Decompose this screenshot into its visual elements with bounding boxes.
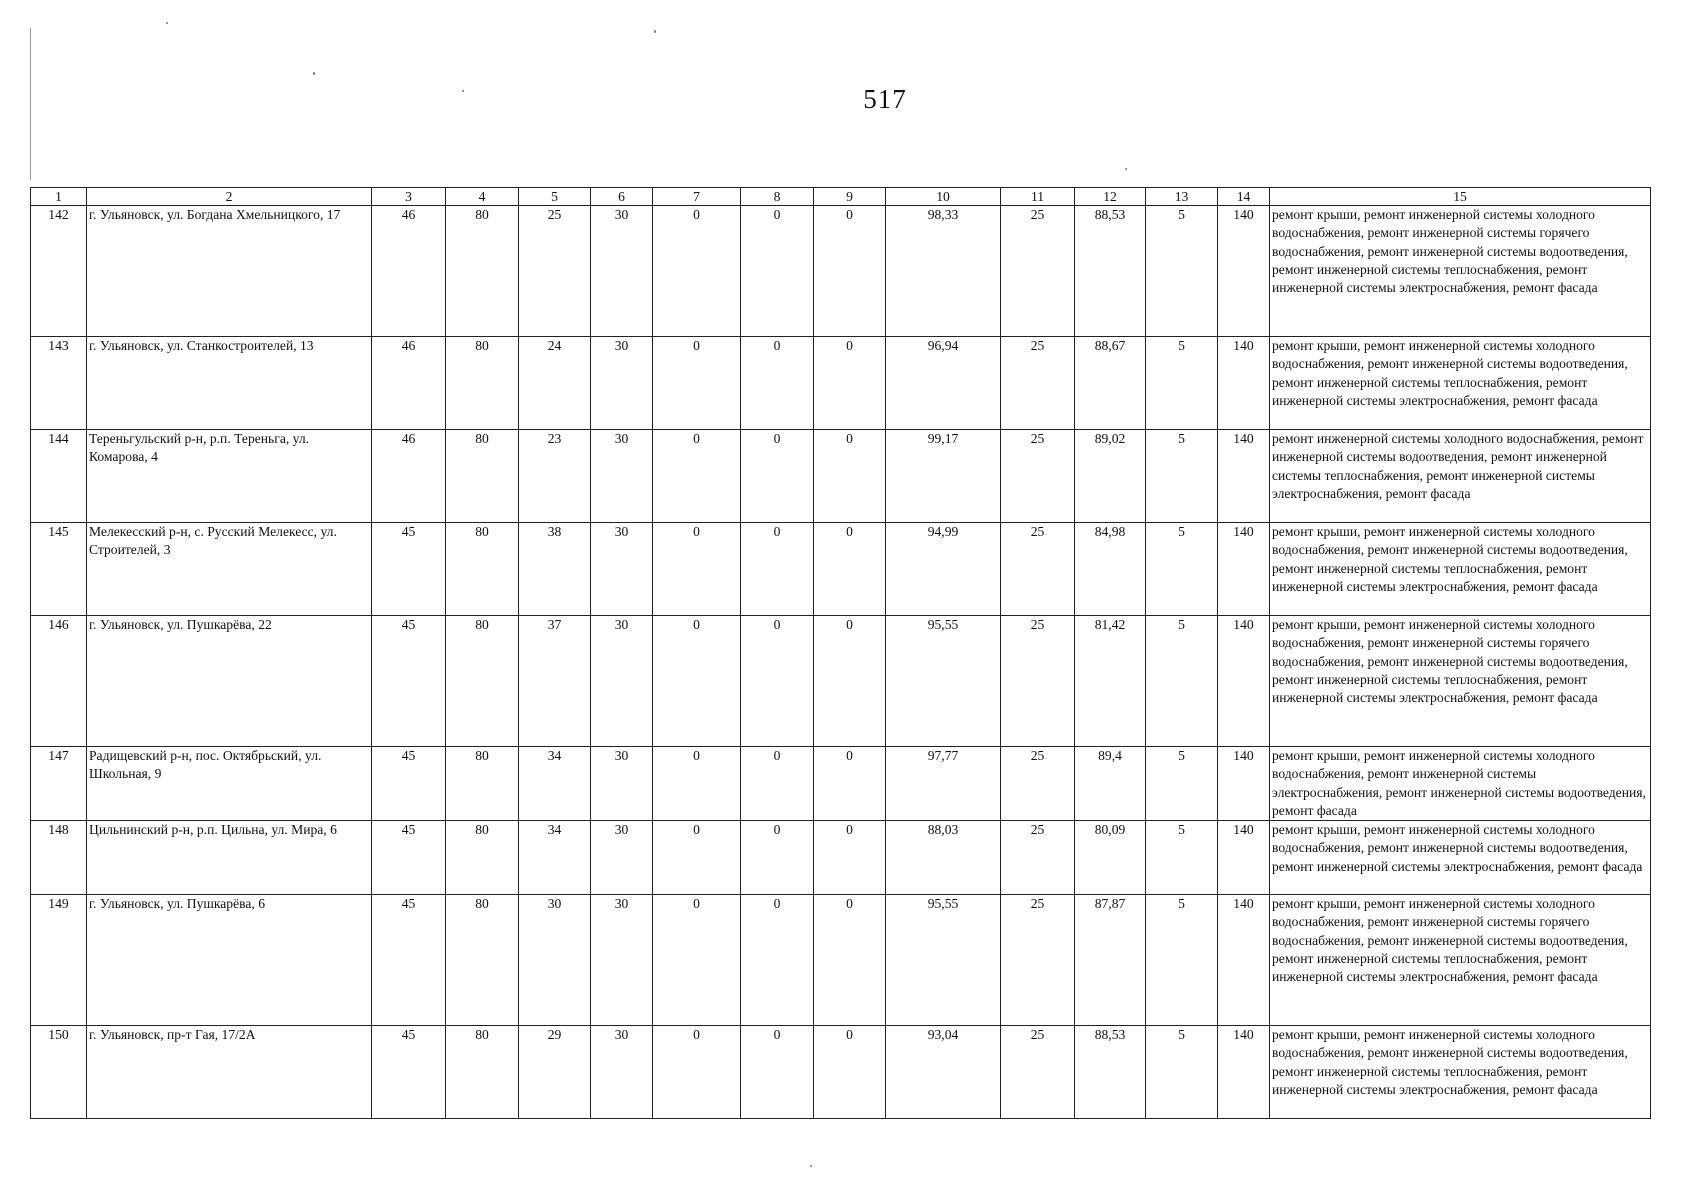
address-cell: Тереньгульский р-н, р.п. Тереньга, ул. Комарова, 4 bbox=[87, 430, 372, 523]
column-header: 5 bbox=[519, 188, 591, 206]
column-header: 4 bbox=[446, 188, 519, 206]
value-col8: 0 bbox=[741, 430, 814, 523]
value-col10: 94,99 bbox=[886, 523, 1001, 616]
value-col8: 0 bbox=[741, 895, 814, 1026]
value-col10: 99,17 bbox=[886, 430, 1001, 523]
value-col7: 0 bbox=[653, 1026, 741, 1119]
value-col7: 0 bbox=[653, 616, 741, 747]
value-col7: 0 bbox=[653, 337, 741, 430]
value-col9: 0 bbox=[814, 616, 886, 747]
scan-speck bbox=[166, 22, 168, 24]
value-col12: 88,67 bbox=[1075, 337, 1146, 430]
works-cell: ремонт крыши, ремонт инженерной системы холодного водоснабжения, ремонт инженерной системы водоотведения, ремонт инженерной системы теплоснабжения, ремонт инженерной системы электроснабжения, ремонт фасада bbox=[1270, 337, 1651, 430]
value-col4: 80 bbox=[446, 206, 519, 337]
works-cell: ремонт крыши, ремонт инженерной системы холодного водоснабжения, ремонт инженерной системы горячего водоснабжения, ремонт инженерной системы водоотведения, ремонт инженерной системы теплоснабжения, ремонт инженерной системы электроснабжения, ремонт фасада bbox=[1270, 206, 1651, 337]
value-col4: 80 bbox=[446, 1026, 519, 1119]
value-col9: 0 bbox=[814, 430, 886, 523]
value-col3: 45 bbox=[372, 523, 446, 616]
value-col4: 80 bbox=[446, 337, 519, 430]
value-col12: 89,4 bbox=[1075, 747, 1146, 821]
value-col13: 5 bbox=[1146, 821, 1218, 895]
works-cell: ремонт крыши, ремонт инженерной системы холодного водоснабжения, ремонт инженерной системы горячего водоснабжения, ремонт инженерной системы водоотведения, ремонт инженерной системы теплоснабжения, ремонт инженерной системы электроснабжения, ремонт фасада bbox=[1270, 895, 1651, 1026]
works-cell: ремонт крыши, ремонт инженерной системы холодного водоснабжения, ремонт инженерной системы водоотведения, ремонт инженерной системы теплоснабжения, ремонт инженерной системы электроснабжения, ремонт фасада bbox=[1270, 523, 1651, 616]
value-col11: 25 bbox=[1001, 206, 1075, 337]
value-col5: 38 bbox=[519, 523, 591, 616]
value-col10: 96,94 bbox=[886, 337, 1001, 430]
column-header: 13 bbox=[1146, 188, 1218, 206]
value-col3: 45 bbox=[372, 747, 446, 821]
column-header: 11 bbox=[1001, 188, 1075, 206]
row-number: 144 bbox=[31, 430, 87, 523]
value-col11: 25 bbox=[1001, 523, 1075, 616]
table-body bbox=[31, 206, 1651, 1119]
value-col7: 0 bbox=[653, 430, 741, 523]
value-col9: 0 bbox=[814, 523, 886, 616]
column-header: 8 bbox=[741, 188, 814, 206]
value-col5: 30 bbox=[519, 895, 591, 1026]
row-number: 150 bbox=[31, 1026, 87, 1119]
value-col5: 29 bbox=[519, 1026, 591, 1119]
value-col4: 80 bbox=[446, 895, 519, 1026]
value-col6: 30 bbox=[591, 430, 653, 523]
row-number: 147 bbox=[31, 747, 87, 821]
works-cell: ремонт инженерной системы холодного водоснабжения, ремонт инженерной системы водоотведения, ремонт инженерной системы теплоснабжения, ремонт инженерной системы электроснабжения, ремонт фасада bbox=[1270, 430, 1651, 523]
value-col8: 0 bbox=[741, 206, 814, 337]
header-row bbox=[31, 188, 1651, 206]
column-header: 2 bbox=[87, 188, 372, 206]
value-col14: 140 bbox=[1218, 747, 1270, 821]
column-header: 10 bbox=[886, 188, 1001, 206]
works-cell: ремонт крыши, ремонт инженерной системы холодного водоснабжения, ремонт инженерной системы горячего водоснабжения, ремонт инженерной системы водоотведения, ремонт инженерной системы теплоснабжения, ремонт инженерной системы электроснабжения, ремонт фасада bbox=[1270, 616, 1651, 747]
column-header: 1 bbox=[31, 188, 87, 206]
page-number: 517 bbox=[863, 84, 907, 114]
column-header: 3 bbox=[372, 188, 446, 206]
value-col11: 25 bbox=[1001, 747, 1075, 821]
value-col14: 140 bbox=[1218, 206, 1270, 337]
value-col5: 23 bbox=[519, 430, 591, 523]
value-col14: 140 bbox=[1218, 821, 1270, 895]
value-col11: 25 bbox=[1001, 1026, 1075, 1119]
row-number: 149 bbox=[31, 895, 87, 1026]
address-cell: г. Ульяновск, ул. Пушкарёва, 22 bbox=[87, 616, 372, 747]
scan-speck bbox=[313, 72, 315, 75]
value-col7: 0 bbox=[653, 821, 741, 895]
address-cell: Цильнинский р-н, р.п. Цильна, ул. Мира, 6 bbox=[87, 821, 372, 895]
value-col3: 46 bbox=[372, 206, 446, 337]
value-col9: 0 bbox=[814, 206, 886, 337]
value-col3: 46 bbox=[372, 337, 446, 430]
value-col13: 5 bbox=[1146, 747, 1218, 821]
value-col3: 45 bbox=[372, 821, 446, 895]
works-cell: ремонт крыши, ремонт инженерной системы холодного водоснабжения, ремонт инженерной системы водоотведения, ремонт инженерной системы электроснабжения, ремонт фасада bbox=[1270, 821, 1651, 895]
value-col4: 80 bbox=[446, 616, 519, 747]
value-col14: 140 bbox=[1218, 337, 1270, 430]
value-col9: 0 bbox=[814, 821, 886, 895]
value-col13: 5 bbox=[1146, 523, 1218, 616]
value-col14: 140 bbox=[1218, 1026, 1270, 1119]
value-col7: 0 bbox=[653, 206, 741, 337]
value-col9: 0 bbox=[814, 747, 886, 821]
row-number: 145 bbox=[31, 523, 87, 616]
value-col9: 0 bbox=[814, 1026, 886, 1119]
value-col13: 5 bbox=[1146, 206, 1218, 337]
value-col13: 5 bbox=[1146, 895, 1218, 1026]
value-col4: 80 bbox=[446, 747, 519, 821]
value-col14: 140 bbox=[1218, 895, 1270, 1026]
value-col9: 0 bbox=[814, 895, 886, 1026]
scan-speck bbox=[810, 1165, 812, 1167]
works-cell: ремонт крыши, ремонт инженерной системы холодного водоснабжения, ремонт инженерной системы водоотведения, ремонт инженерной системы теплоснабжения, ремонт инженерной системы электроснабжения, ремонт фасада bbox=[1270, 1026, 1651, 1119]
value-col10: 97,77 bbox=[886, 747, 1001, 821]
value-col11: 25 bbox=[1001, 821, 1075, 895]
row-number: 142 bbox=[31, 206, 87, 337]
row-number: 148 bbox=[31, 821, 87, 895]
value-col10: 88,03 bbox=[886, 821, 1001, 895]
value-col10: 93,04 bbox=[886, 1026, 1001, 1119]
value-col3: 45 bbox=[372, 895, 446, 1026]
value-col8: 0 bbox=[741, 1026, 814, 1119]
column-header: 15 bbox=[1270, 188, 1651, 206]
value-col3: 45 bbox=[372, 1026, 446, 1119]
value-col6: 30 bbox=[591, 1026, 653, 1119]
address-cell: Мелекесский р-н, с. Русский Мелекесс, ул. Строителей, 3 bbox=[87, 523, 372, 616]
value-col11: 25 bbox=[1001, 616, 1075, 747]
value-col13: 5 bbox=[1146, 616, 1218, 747]
table-row bbox=[31, 821, 1651, 895]
value-col6: 30 bbox=[591, 523, 653, 616]
table-row bbox=[31, 747, 1651, 821]
column-header: 12 bbox=[1075, 188, 1146, 206]
table-row bbox=[31, 523, 1651, 616]
value-col10: 95,55 bbox=[886, 895, 1001, 1026]
value-col12: 89,02 bbox=[1075, 430, 1146, 523]
value-col8: 0 bbox=[741, 616, 814, 747]
value-col14: 140 bbox=[1218, 430, 1270, 523]
value-col14: 140 bbox=[1218, 616, 1270, 747]
address-cell: г. Ульяновск, ул. Станкостроителей, 13 bbox=[87, 337, 372, 430]
table-row bbox=[31, 1026, 1651, 1119]
value-col5: 34 bbox=[519, 747, 591, 821]
value-col11: 25 bbox=[1001, 337, 1075, 430]
row-number: 143 bbox=[31, 337, 87, 430]
value-col7: 0 bbox=[653, 523, 741, 616]
value-col9: 0 bbox=[814, 337, 886, 430]
column-header: 7 bbox=[653, 188, 741, 206]
address-cell: г. Ульяновск, ул. Пушкарёва, 6 bbox=[87, 895, 372, 1026]
table-row bbox=[31, 430, 1651, 523]
value-col6: 30 bbox=[591, 337, 653, 430]
column-header: 9 bbox=[814, 188, 886, 206]
value-col12: 87,87 bbox=[1075, 895, 1146, 1026]
value-col12: 81,42 bbox=[1075, 616, 1146, 747]
scan-speck bbox=[462, 90, 464, 92]
value-col10: 98,33 bbox=[886, 206, 1001, 337]
value-col6: 30 bbox=[591, 895, 653, 1026]
value-col7: 0 bbox=[653, 895, 741, 1026]
table-row bbox=[31, 895, 1651, 1026]
value-col6: 30 bbox=[591, 206, 653, 337]
row-number: 146 bbox=[31, 616, 87, 747]
value-col12: 88,53 bbox=[1075, 206, 1146, 337]
value-col13: 5 bbox=[1146, 430, 1218, 523]
address-cell: г. Ульяновск, ул. Богдана Хмельницкого, 17 bbox=[87, 206, 372, 337]
value-col5: 24 bbox=[519, 337, 591, 430]
scan-speck bbox=[654, 30, 656, 33]
value-col5: 25 bbox=[519, 206, 591, 337]
value-col11: 25 bbox=[1001, 430, 1075, 523]
address-cell: Радищевский р-н, пос. Октябрьский, ул. Школьная, 9 bbox=[87, 747, 372, 821]
value-col5: 37 bbox=[519, 616, 591, 747]
value-col7: 0 bbox=[653, 747, 741, 821]
value-col6: 30 bbox=[591, 616, 653, 747]
value-col5: 34 bbox=[519, 821, 591, 895]
value-col13: 5 bbox=[1146, 337, 1218, 430]
value-col11: 25 bbox=[1001, 895, 1075, 1026]
value-col6: 30 bbox=[591, 821, 653, 895]
value-col3: 45 bbox=[372, 616, 446, 747]
table-row bbox=[31, 337, 1651, 430]
value-col4: 80 bbox=[446, 523, 519, 616]
value-col8: 0 bbox=[741, 523, 814, 616]
value-col10: 95,55 bbox=[886, 616, 1001, 747]
housing-repair-table bbox=[30, 187, 1651, 1119]
value-col12: 88,53 bbox=[1075, 1026, 1146, 1119]
table-row bbox=[31, 206, 1651, 337]
scan-speck bbox=[1125, 168, 1127, 170]
column-header: 14 bbox=[1218, 188, 1270, 206]
value-col8: 0 bbox=[741, 821, 814, 895]
value-col3: 46 bbox=[372, 430, 446, 523]
value-col8: 0 bbox=[741, 747, 814, 821]
address-cell: г. Ульяновск, пр-т Гая, 17/2А bbox=[87, 1026, 372, 1119]
value-col4: 80 bbox=[446, 821, 519, 895]
value-col12: 80,09 bbox=[1075, 821, 1146, 895]
works-cell: ремонт крыши, ремонт инженерной системы холодного водоснабжения, ремонт инженерной системы электроснабжения, ремонт инженерной системы водоотведения, ремонт фасада bbox=[1270, 747, 1651, 821]
value-col12: 84,98 bbox=[1075, 523, 1146, 616]
value-col8: 0 bbox=[741, 337, 814, 430]
value-col13: 5 bbox=[1146, 1026, 1218, 1119]
value-col4: 80 bbox=[446, 430, 519, 523]
value-col14: 140 bbox=[1218, 523, 1270, 616]
table-row bbox=[31, 616, 1651, 747]
value-col6: 30 bbox=[591, 747, 653, 821]
column-header: 6 bbox=[591, 188, 653, 206]
